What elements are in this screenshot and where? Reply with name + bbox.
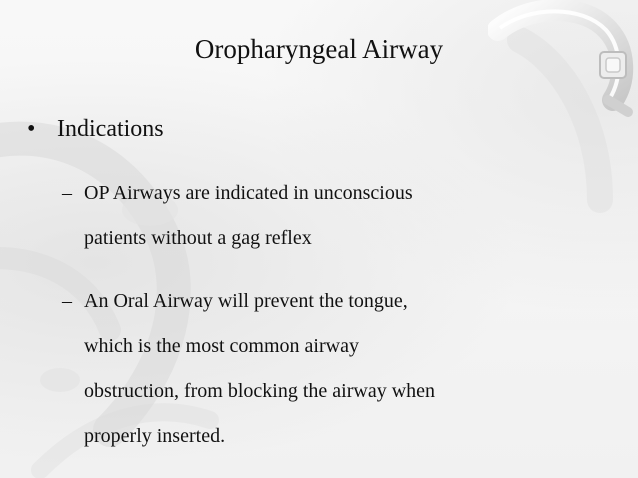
bullet-marker: • [27, 116, 36, 142]
sub-bullet-line: patients without a gag reflex [84, 227, 312, 249]
sub-bullet-line: An Oral Airway will prevent the tongue, [84, 290, 408, 312]
sub-bullet-line: obstruction, from blocking the airway when [84, 380, 436, 402]
sub-bullet-line: properly inserted. [84, 425, 226, 447]
slide-title: Oropharyngeal Airway [194, 34, 444, 64]
bullet-label: Indications [57, 116, 164, 142]
sub-bullet-line: OP Airways are indicated in unconscious [84, 182, 413, 204]
sub-bullet-line: which is the most common airway [84, 335, 359, 357]
sub-bullet-item [62, 171, 413, 261]
sub-bullet-item [62, 279, 435, 459]
bullet-indications [27, 113, 164, 145]
sub-bullet-marker: – [62, 182, 72, 204]
sub-bullet-marker: – [62, 290, 72, 312]
